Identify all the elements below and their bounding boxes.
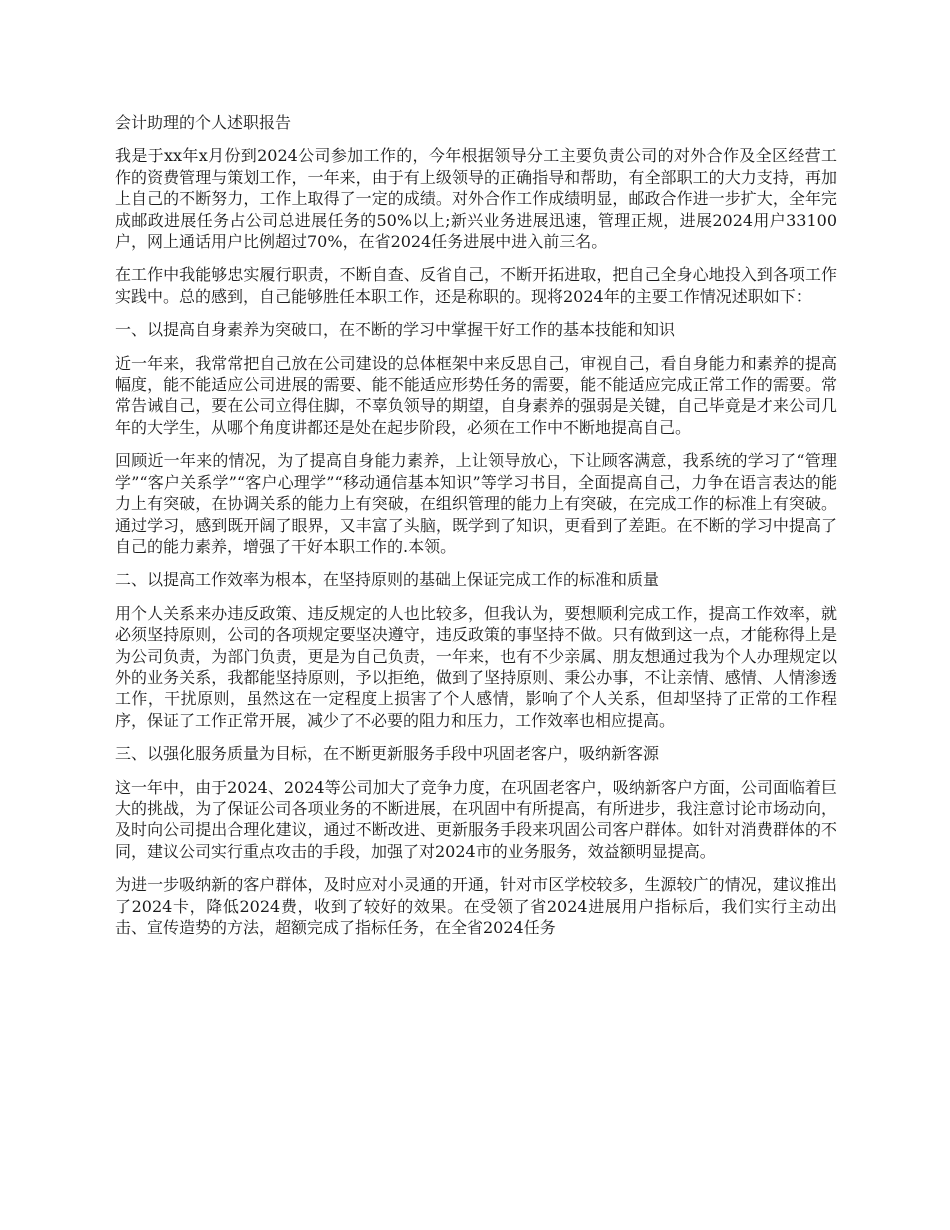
section-heading-3: 三、以强化服务质量为目标，在不断更新服务手段中巩固老客户，吸纳新客源 [115,744,660,764]
paragraph-section-3b: 为进一步吸纳新的客户群体，及时应对小灵通的开通，针对市区学校较多，生源较广的情况，建议推出了2024卡，降低2024费，收到了较好的效果。在受领了省2024进展用户指标后，我们实行主动出击、宣传造势的方法，超额完成了指标任务，在全省2024任务 [115,875,837,937]
paragraph-section-1a: 近一年来，我常常把自己放在公司建设的总体框架中来反思自己，审视自己，看自身能力和素养的提高幅度，能不能适应公司进展的需要、能不能适应形势任务的需要，能不能适应完成正常工作的需要。常常告诫自己，要在公司立得住脚，不辜负领导的期望，自身素养的强弱是关键，自己毕竟是才来公司几年的大学生，从哪个角度讲都还是处在起步阶段，必须在工作中不断地提高自己。 [115,353,837,437]
section-heading-2: 二、以提高工作效率为根本，在坚持原则的基础上保证完成工作的标准和质量 [115,570,660,590]
section-heading-1: 一、以提高自身素养为突破口，在不断的学习中掌握干好工作的基本技能和知识 [115,320,676,340]
paragraph-intro: 我是于xx年x月份到2024公司参加工作的，今年根据领导分工主要负责公司的对外合作及全区经营工作的资费管理与策划工作，一年来，由于有上级领导的正确指导和帮助，有全部职工的大力支持，再加上自己的不断努力，工作上取得了一定的成绩。对外合作工作成绩明显，邮政合作进一步扩大，全年完成邮政进展任务占公司总进展任务的50%以上;新兴业务进展迅速，管理正规，进展2024用户33100户，网上通话用户比例超过70%，在省2024任务进展中进入前三名。 [115,146,837,252]
paragraph-summary: 在工作中我能够忠实履行职责，不断自查、反省自己，不断开拓进取，把自己全身心地投入到各项工作实践中。总的感到，自己能够胜任本职工作，还是称职的。现将2024年的主要工作情况述职如下： [115,265,837,306]
paragraph-section-1b: 回顾近一年来的情况，为了提高自身能力素养，上让领导放心，下让顾客满意，我系统的学习了“管理学”“客户关系学”“客户心理学”“移动通信基本知识”等学习书目，全面提高自己，力争在语言表达的能力上有突破，在协调关系的能力上有突破，在组织管理的能力上有突破，在完成工作的标准上有突破。通过学习，感到既开阔了眼界，又丰富了头脑，既学到了知识，更看到了差距。在不断的学习中提高了自己的能力素养，增强了干好本职工作的.本领。 [115,451,837,556]
document-page [115,112,837,950]
document-title: 会计助理的个人述职报告 [115,113,292,132]
paragraph-section-2: 用个人关系来办违反政策、违反规定的人也比较多，但我认为，要想顺利完成工作，提高工作效率，就必须坚持原则，公司的各项规定要坚决遵守，违反政策的事坚持不做。只有做到这一点，才能称得上是为公司负责，为部门负责，更是为自己负责，一年来，也有不少亲属、朋友想通过我为个人办理规定以外的业务关系，我都能坚持原则，予以拒绝，做到了坚持原则、秉公办事，不让亲情、感情、人情渗透工作，干扰原则，虽然这在一定程度上损害了个人感情，影响了个人关系，但却坚持了正常的工作程序，保证了工作正常开展，减少了不必要的阻力和压力，工作效率也相应提高。 [115,603,837,730]
paragraph-section-3a: 这一年中，由于2024、2024等公司加大了竞争力度，在巩固老客户，吸纳新客户方面，公司面临着巨大的挑战，为了保证公司各项业务的不断进展，在巩固中有所提高，有所进步，我注意讨论市场动向，及时向公司提出合理化建议，通过不断改进、更新服务手段来巩固公司客户群体。如针对消费群体的不同，建议公司实行重点攻击的手段，加强了对2024市的业务服务，效益额明显提高。 [115,777,837,861]
